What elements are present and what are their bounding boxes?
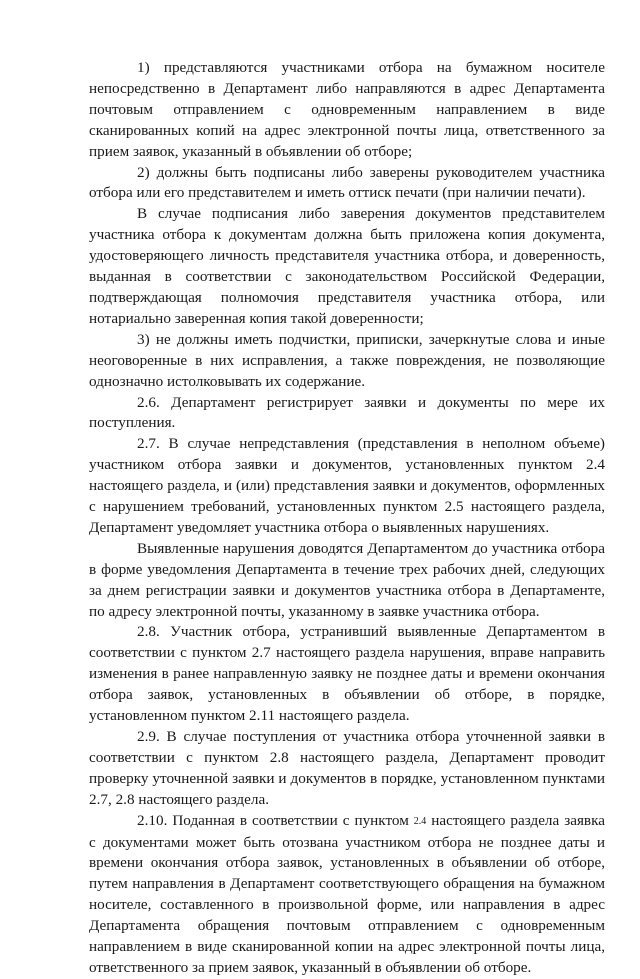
paragraph-item-3: 3) не должны иметь подчистки, приписки, зачеркнутые слова и иные неоговоренные в них исправления, а также повреждения, не позволяющие однозначно истолковывать их содержание.	[89, 330, 605, 390]
paragraph-clause-2-9: 2.9. В случае поступления от участника отбора уточненной заявки в соответствии с пунктом 2.8 настоящего раздела, Департамент проводит проверку уточненной заявки и документов в порядке, установленном пунктами 2.7, 2.8 настоящего раздела.	[89, 728, 605, 808]
paragraph-clause-2-6: 2.6. Департамент регистрирует заявки и документы по мере их поступления.	[89, 393, 605, 432]
paragraph-item-2: 2) должны быть подписаны либо заверены руководителем участника отбора или его представителем и иметь оттиск печати (при наличии печати).	[89, 163, 605, 202]
paragraph-representative: В случае подписания либо заверения документов представителем участника отбора к документам должна быть приложена копия документа, удостоверяющего личность представителя участника отбора, и доверенность, выданная в соответствии с законодательством Российской Федерации, подтверждающая полномочия представителя участника отбора, или нотариально заверенная копия такой доверенности;	[89, 205, 605, 327]
paragraph-violations: Выявленные нарушения доводятся Департаментом до участника отбора в форме уведомления Департамента в течение трех рабочих дней, следующих за днем регистрации заявки и документов участника отбора в Департаменте, по адресу электронной почты, указанному в заявке участника отбора.	[89, 539, 605, 620]
paragraph-clause-2-7: 2.7. В случае непредставления (представления в неполном объеме) участником отбора заявки и документов, установленных пунктом 2.4 настоящего раздела, и (или) представления заявки и документов, оформленных с нарушением требований, установленных пунктом 2.5 настоящего раздела, Департамент уведомляет участника отбора о выявленных нарушениях.	[89, 435, 605, 536]
document-page	[89, 58, 605, 979]
paragraph-item-1: 1) представляются участниками отбора на бумажном носителе непосредственно в Департамент либо направляются в адрес Департамента почтовым отправлением с одновременным направлением в виде сканированных копий на адрес электронной почты лица, ответственного за прием заявок, указанный в объявлении об отборе;	[89, 59, 605, 160]
clause-2-10-rest: настоящего раздела заявка с документами может быть отозвана участником отбора не позднее даты и времени окончания отбора заявок, установленных в объявлении об отборе, путем направления в Департамент соответствующего обращения на бумажном носителе, составленного в произвольной форме, или направления в адрес Департамента обращения почтовым отправлением с одновременным направлением в виде сканированной копии на адрес электронной почты лица, ответственного за прием заявок, указанный в объявлении об отборе.	[89, 811, 605, 976]
paragraph-clause-2-10	[89, 811, 605, 979]
paragraph-clause-2-8: 2.8. Участник отбора, устранивший выявленные Департаментом в соответствии с пунктом 2.7 настоящего раздела нарушения, вправе направить изменения в ранее направленную заявку не позднее даты и времени окончания отбора заявок, установленных в объявлении об отборе, в порядке, установленном пунктом 2.11 настоящего раздела.	[89, 623, 605, 725]
clause-2-10-start: 2.10. Поданная в соответствии с пунктом	[137, 811, 414, 829]
clause-reference: 2.4	[413, 815, 427, 827]
